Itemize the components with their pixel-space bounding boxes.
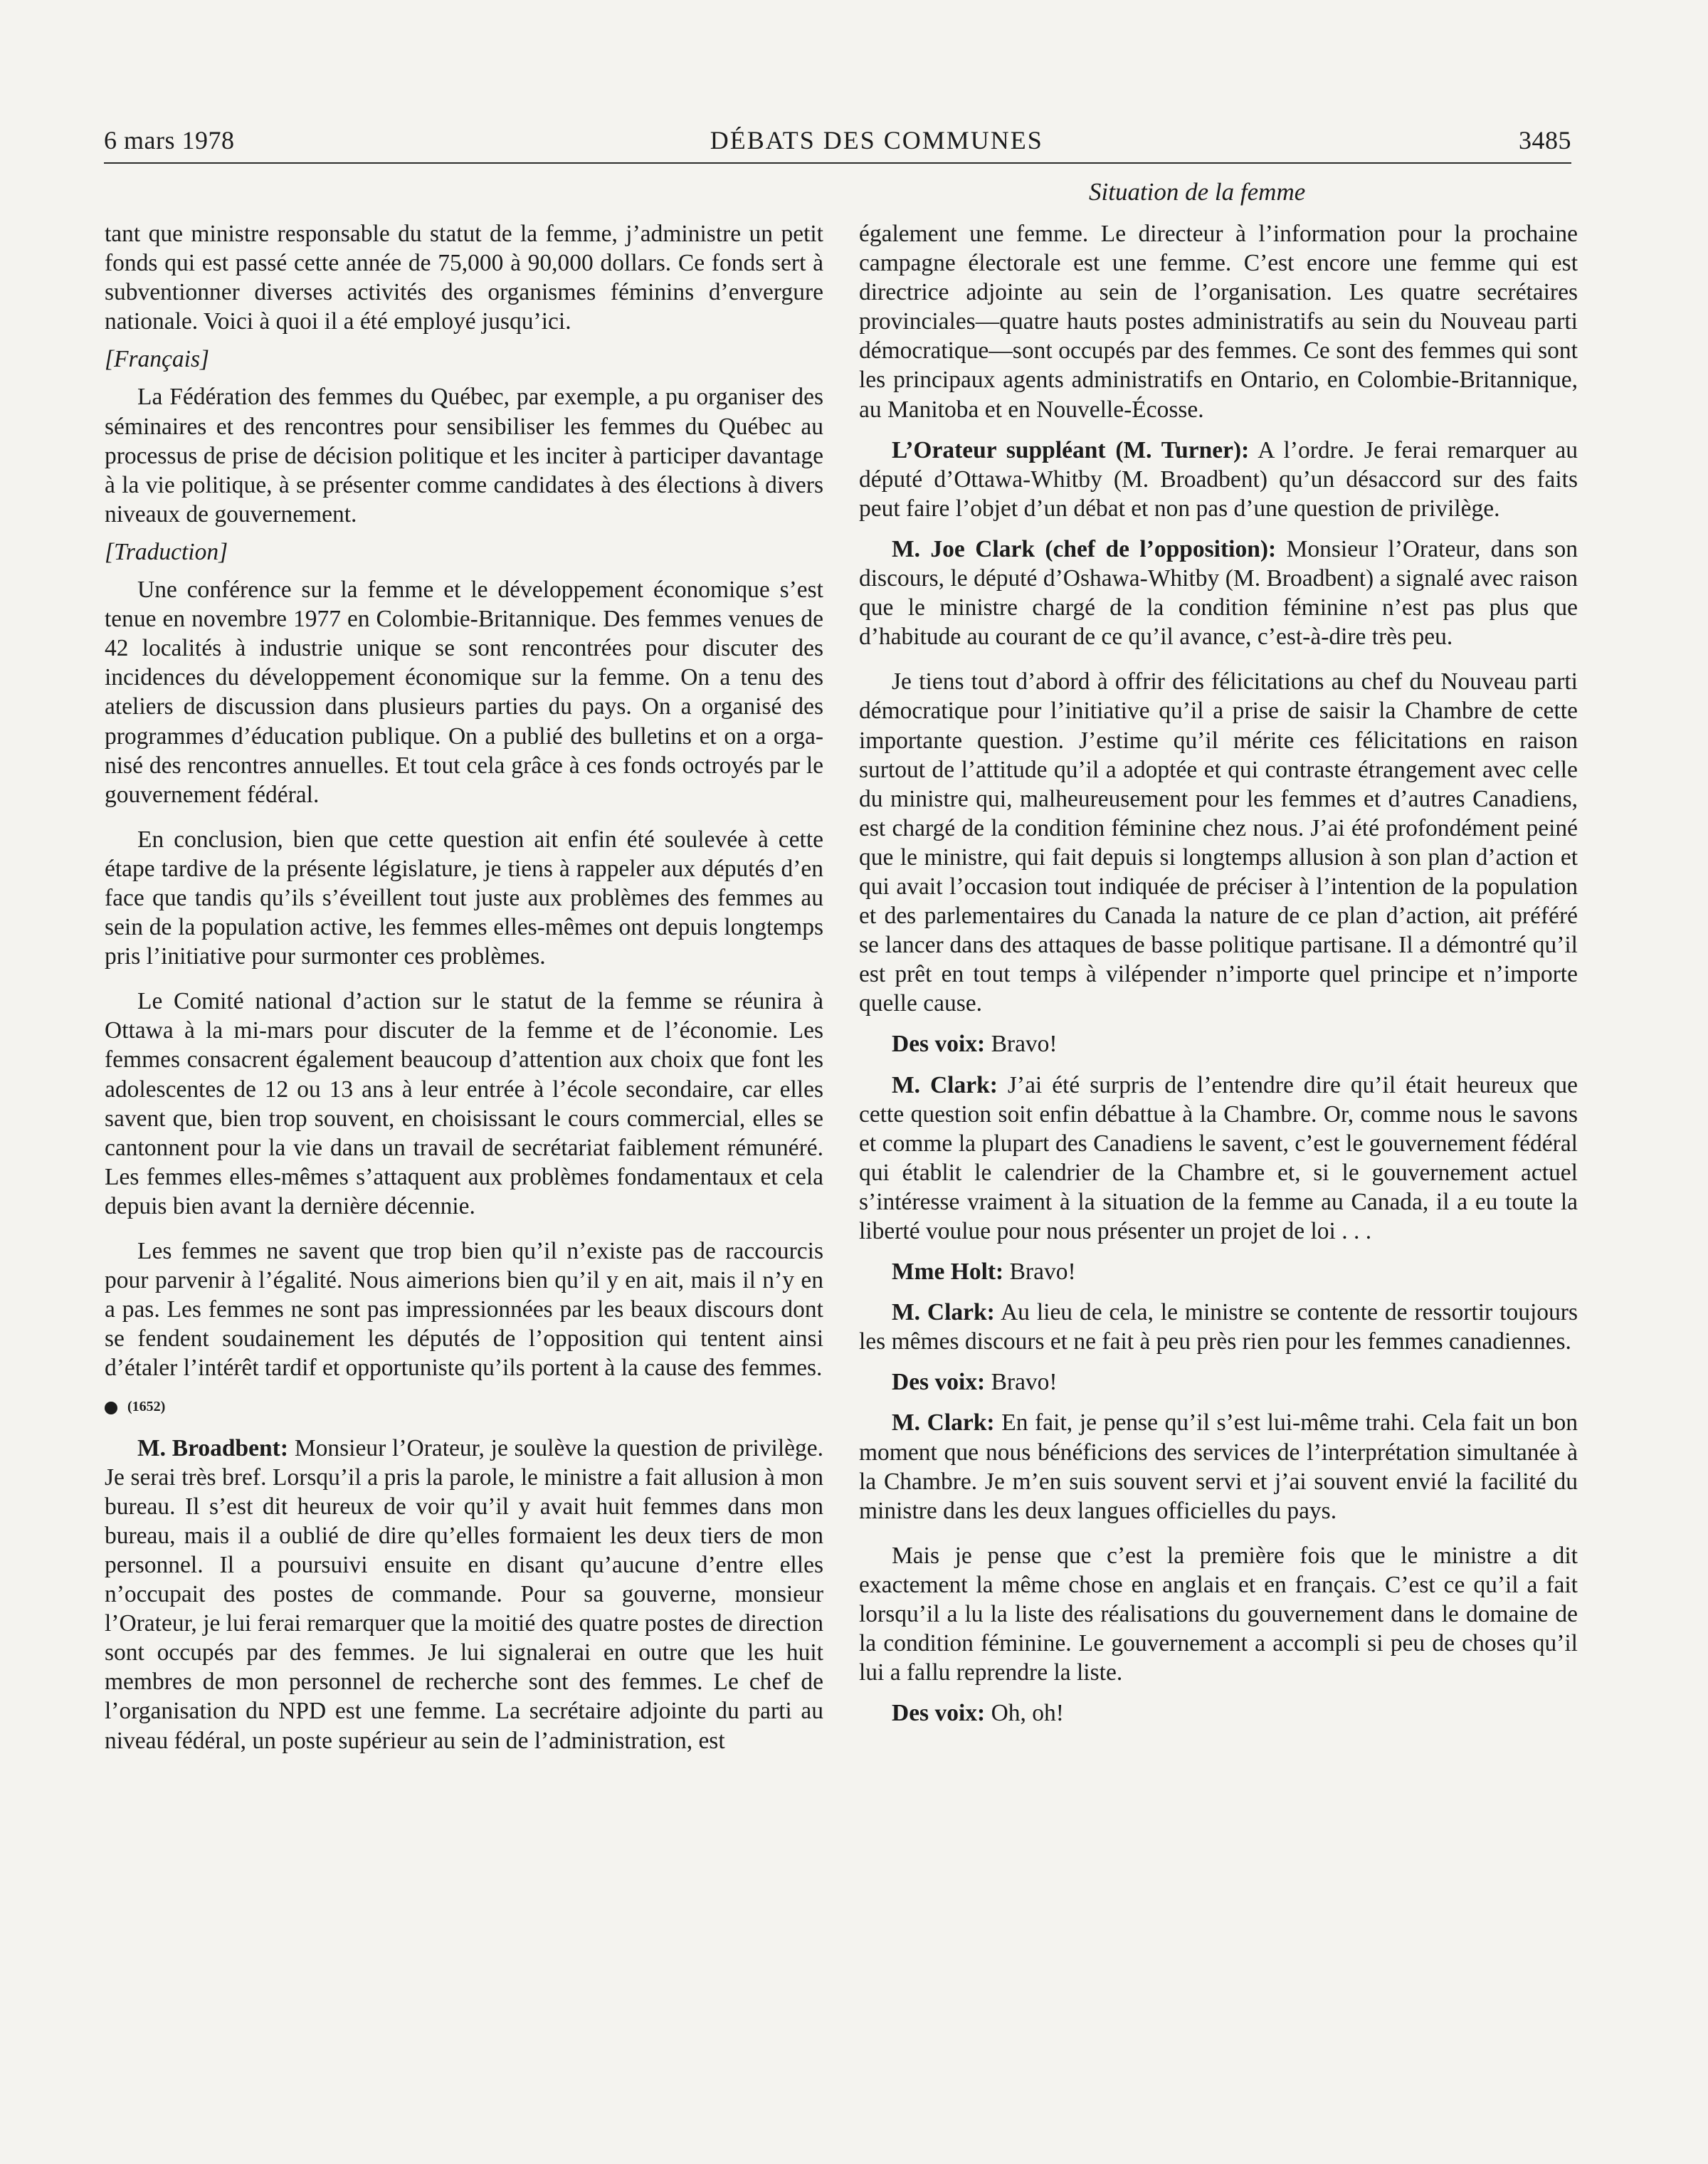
speech-paragraph	[859, 1367, 1578, 1397]
language-tag: [Français]	[105, 346, 210, 373]
speech-paragraph	[859, 1029, 1578, 1059]
speech-paragraph	[859, 436, 1578, 523]
speaker-name: M. Clark:	[892, 1071, 998, 1098]
paragraph: tant que ministre responsable du statut de la femme, j’administre un petit fonds qui est passé cette année de 75,000 à 90,000 dollars. Ce fonds sert à subventionner diverses activités des organismes féminins d’envergure nationale. Voici à quoi il a été employé jusqu’ici.	[105, 221, 823, 335]
paragraph: La Fédération des femmes du Québec, par exemple, a pu organiser des séminaires et des rencontres pour sensibiliser les femmes du Québec au processus de prise de décision politique et les inciter à participer davantage à la vie politique, à se présenter comme candidates à des élections à divers niveaux de gouvernement.	[105, 384, 823, 527]
speech-text: Monsieur l’Orateur, dans son discours, le député d’Oshawa-Whitby (M. Broadbent) a signalé avec raison que le ministre chargé de la condition féminine n’est pas plus que d’habitude au courant de ce qu’il avance, c’est-à-dire très peu.	[859, 535, 1578, 651]
header-title: DÉBATS DES COMMUNES	[710, 126, 1043, 154]
speaker-name: Des voix:	[892, 1700, 986, 1727]
speaker-name: Des voix:	[892, 1031, 986, 1058]
paragraph: Je tiens tout d’abord à offrir des félicitations au chef du Nouveau parti démocratique pour l’initiative qu’il a prise de saisir la Chambre de cette importante question. J’estime qu’il mérite ces félicitations en raison surtout de l’attitude qu’il a adoptée et qui contraste étrangement avec celle du ministre qui, malheureusement pour les femmes et d’autres Canadiens, est chargé de la condition féminine chez nous. J’ai été profondément peiné que le ministre, qui fait depuis si longtemps allusion à son plan d’action et qui avait l’occasion tout indiquée de préciser à l’intention de la population et des parlementaires du Canada la nature de ce plan d’action, ait préféré se lancer dans des attaques de basse politique partisane. Il a démontré qu’il est prêt en tout temps à vilépender n’importe quel principe et n’importe quelle cause.	[859, 668, 1578, 1017]
bullet-icon	[105, 1402, 117, 1414]
speech-text: Monsieur l’Orateur, je soulève la question de privilège. Je serai très bref. Lorsqu’il a pris la parole, le ministre a fait allusion à mon bureau. Il s’est dit heureux de voir qu’il y avait huit femmes dans mon bureau, mais il a oublié de dire qu’elles formaient les deux tiers de mon personnel. Il a poursuivi ensuite en disant qu’aucune d’entre elles n’occupait des postes de commande. Pour sa gouverne, monsieur l’Orateur, je lui ferai remarquer que la moitié des quatre postes de direction sont occupés par des femmes. Je lui signalerai en outre que les huit membres de mon personnel de recherche sont des femmes. Le chef de l’organisation du NPD est une femme. La secrétaire adjointe du parti au niveau fédéral, un poste supérieur au sein de l’administration, est	[105, 1434, 823, 1754]
header-date: 6 mars 1978	[104, 126, 235, 154]
paragraph: En conclusion, bien que cette question ait enfin été soulevée à cette étape tardive de la présente législature, je tiens à rappeler aux députés d’en face que tandis qu’ils s’éveillent tout juste aux problèmes des femmes au sein de la population active, les femmes elles-mêmes ont depuis longtemps pris l’initiative pour surmonter ces problèmes.	[105, 826, 823, 970]
header-rule	[104, 162, 1571, 164]
section-subheader: Situation de la femme	[1089, 178, 1306, 206]
speech-text: Bravo!	[985, 1369, 1058, 1396]
running-header	[104, 125, 1571, 155]
time-marker	[105, 1392, 823, 1422]
speech-paragraph	[859, 1698, 1578, 1728]
paragraph: Le Comité national d’action sur le statut de la femme se réunira à Ottawa à la mi-mars pour discuter de la femme et de l’économie. Les femmes consacrent également beaucoup d’attention aux choix que font les adolescentes de 12 ou 13 ans à leur entrée à l’école secondaire, car elles savent que, bien trop souvent, en choisissant le cours commercial, elles se cantonnent pour la vie dans un travail de secrétariat faiblement rémunéré. Les femmes elles-mêmes s’attaquent aux problèmes fondamentaux et cela depuis bien avant la dernière décennie.	[105, 988, 823, 1219]
timestamp: (1652)	[127, 1399, 166, 1415]
speaker-name: L’Orateur suppléant (M. Turner):	[892, 436, 1250, 463]
speech-paragraph	[859, 1408, 1578, 1525]
paragraph: également une femme. Le directeur à l’information pour la prochaine campagne électorale est une femme. C’est encore une femme qui est directrice adjointe au sein de l’organisation. Les quatre secrétaires provinciales—quatre hauts postes administratifs au sein du Nouveau parti démocratique—sont occupés par des femmes. Ce sont des femmes qui sont les principaux agents administratifs en Ontario, en Colombie-Britannique, au Manitoba et en Nouvelle-Écosse.	[859, 221, 1578, 423]
speech-text: Oh, oh!	[985, 1700, 1064, 1727]
speech-paragraph	[105, 1434, 823, 1755]
speech-text: En fait, je pense qu’il s’est lui-même trahi. Cela fait un bon moment que nous bénéficions des services de l’interprétation simultanée à la Chambre. Je m’en suis souvent servi et j’ai souvent envié la facilité du ministre dans les deux langues officielles du pays.	[859, 1409, 1578, 1524]
speech-text: Au lieu de cela, le ministre se contente de ressortir toujours les mêmes discours et ne fait à peu près rien pour les femmes canadiennes.	[859, 1299, 1578, 1355]
speaker-name: Des voix:	[892, 1369, 986, 1396]
speech-paragraph	[859, 1257, 1578, 1286]
speaker-name: M. Broadbent:	[137, 1434, 288, 1461]
speech-text: A l’ordre. Je ferai remarquer au député d’Ottawa-Whitby (M. Broadbent) qu’un désaccord sur des faits peut faire l’objet d’un débat et non pas d’une question de privilège.	[859, 436, 1578, 522]
speaker-name: Mme Holt:	[892, 1259, 1004, 1286]
language-tag: [Traduction]	[105, 538, 228, 565]
left-column	[105, 219, 823, 1764]
speech-text: Bravo!	[1003, 1259, 1076, 1286]
speech-text: J’ai été surpris de l’entendre dire qu’il était heureux que cette question soit enfin débattue à la Chambre. Or, comme nous le savons et comme la plupart des Canadiens le savent, c’est le gouvernement fédéral qui établit le calendrier de la Chambre et, si le gouvernement actuel s’intéresse vraiment à la situation de la femme au Canada, il a eu toute la liberté voulue pour nous présenter un projet de loi . . .	[859, 1071, 1578, 1244]
paragraph: Une conférence sur la femme et le développement économique s’est tenue en novembre 1977 en Colombie-Britannique. Des femmes venues de 42 localités à industrie unique se sont rencontrées pour discuter des incidences du développement économique sur la femme. On a tenu des ateliers de discussion dans plusieurs parties du pays. On a organisé des programmes d’éducation publique. On a publié des bulletins et on a organisé des rencontres annuelles. Et tout cela grâce à ces fonds octroyés par le gouvernement fédéral.	[105, 577, 823, 808]
speaker-name: M. Joe Clark (chef de l’opposition):	[892, 535, 1277, 562]
page-number: 3485	[1519, 126, 1571, 154]
speaker-name: M. Clark:	[892, 1299, 995, 1326]
speech-paragraph	[859, 1071, 1578, 1246]
paragraph: Les femmes ne savent que trop bien qu’il n’existe pas de raccourcis pour parvenir à l’égalité. Nous aimerions bien qu’il y en ait, mais il n’y en a pas. Les femmes ne sont pas impressionnées par les beaux discours dont se fendent soudainement les députés de l’opposition qui tentent ainsi d’étaler l’intérêt tardif et opportuniste qu’ils portent à la cause des femmes.	[105, 1238, 823, 1382]
speaker-name: M. Clark:	[892, 1409, 995, 1436]
speech-text: Bravo!	[985, 1031, 1058, 1058]
speech-paragraph	[859, 535, 1578, 651]
paragraph: Mais je pense que c’est la première fois que le ministre a dit exactement la même chose en anglais et en français. C’est ce qu’il a fait lorsqu’il a lu la liste des réalisations du gouvernement dans le domaine de la condition féminine. Le gouvernement a accompli si peu de choses qu’il lui a fallu reprendre la liste.	[859, 1542, 1578, 1686]
speech-paragraph	[859, 1298, 1578, 1356]
right-column	[859, 219, 1578, 1736]
